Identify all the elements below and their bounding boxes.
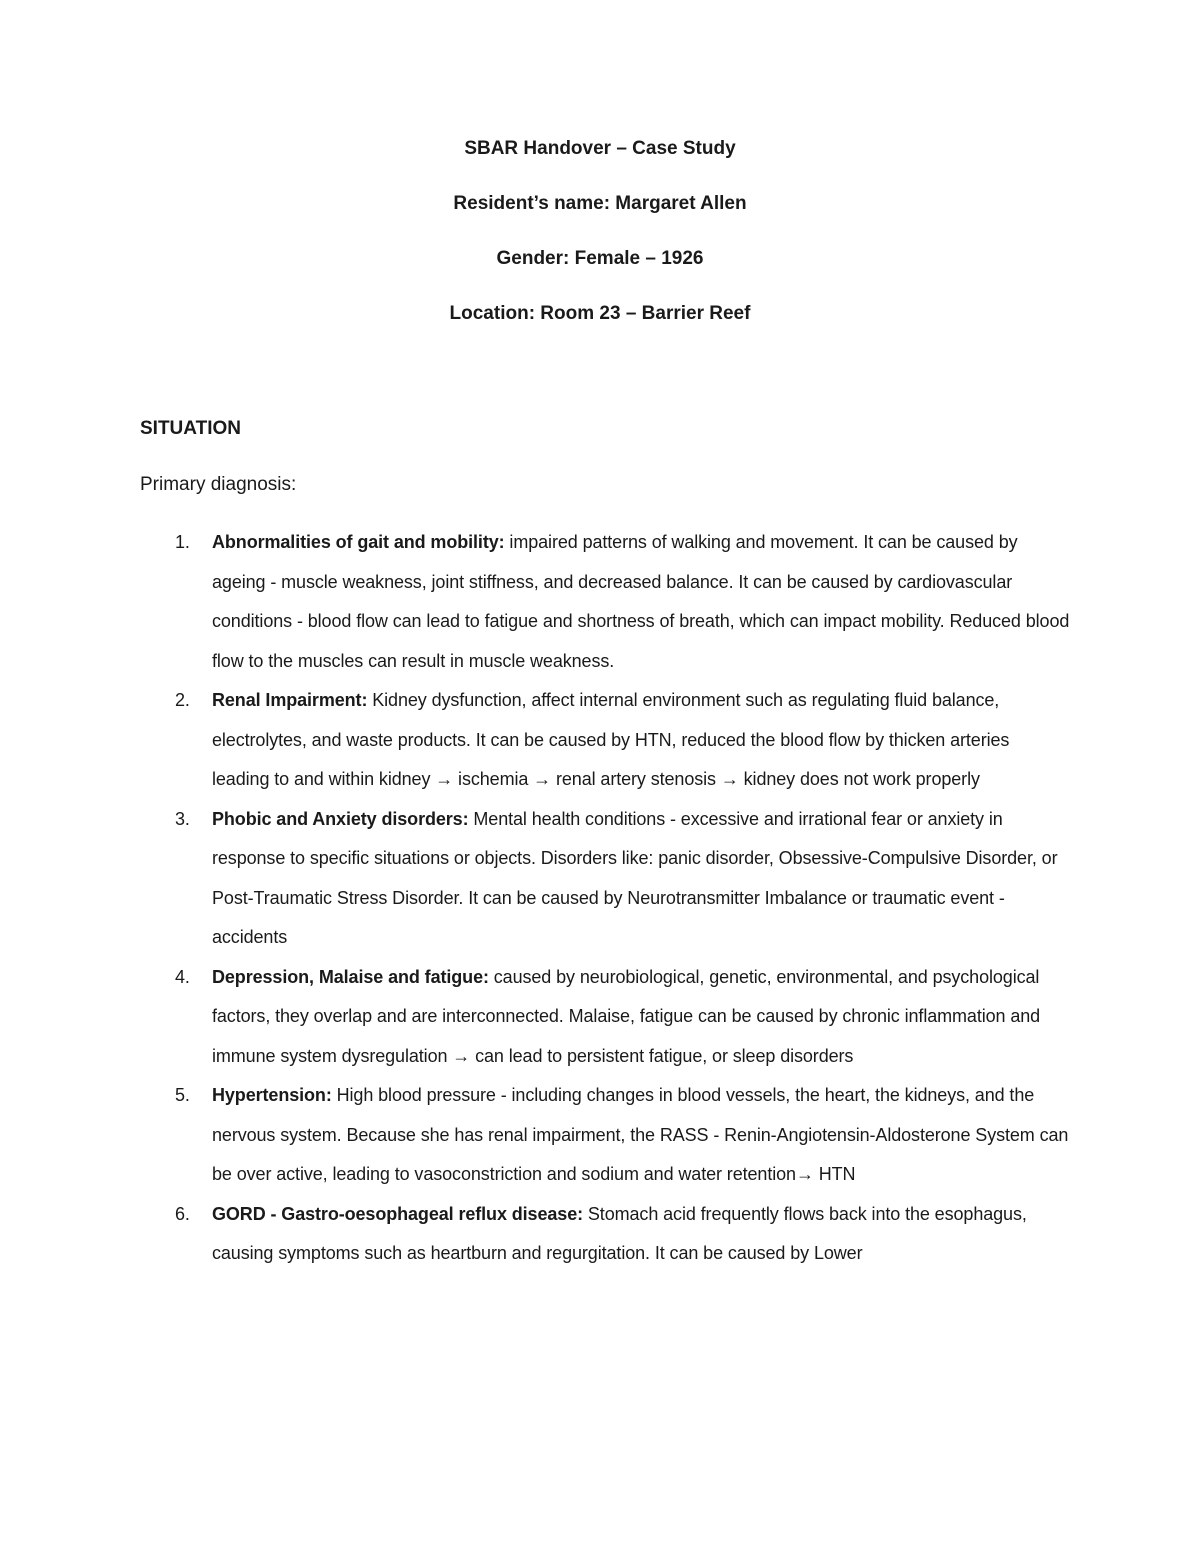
diagnosis-term: Renal Impairment:	[212, 690, 368, 710]
diagnosis-description: impaired patterns of walking and movement. It can be caused by ageing - muscle weakness, joint stiffness, and decreased balance. It can be caused by cardiovascular conditions - blood flow can lead to fatigue and shortness of breath, which can impact mobility. Reduced blood flow to the muscles can result in muscle weakness.	[212, 532, 1070, 671]
diagnosis-term: Hypertension:	[212, 1085, 332, 1105]
diagnosis-item	[140, 523, 1070, 681]
diagnosis-number: 1.	[175, 532, 190, 552]
situation-heading: SITUATION	[140, 418, 241, 439]
diagnosis-item	[140, 1076, 1070, 1195]
diagnosis-term: Abnormalities of gait and mobility:	[212, 532, 505, 552]
diagnosis-description: High blood pressure - including changes in blood vessels, the heart, the kidneys, and the nervous system. Because she has renal impairment, the RASS - Renin-Angiotensin-Aldosterone System can be over active, leading to vasoconstriction and sodium and water retention→ HTN	[212, 1085, 1069, 1184]
diagnosis-number: 4.	[175, 966, 190, 987]
diagnosis-item	[140, 800, 1070, 958]
resident-location: Location: Room 23 – Barrier Reef	[449, 303, 751, 324]
diagnosis-description: caused by neurobiological, genetic, environmental, and psychological factors, they overlap and are interconnected. Malaise, fatigue can be caused by chronic inflammation and immune system dysregulation → can lead to persistent fatigue, or sleep disorders	[212, 966, 1041, 1066]
diagnosis-list	[140, 523, 1070, 1274]
diagnosis-term: GORD - Gastro-oesophageal reflux disease:	[212, 1203, 583, 1224]
diagnosis-term: Depression, Malaise and fatigue:	[212, 966, 489, 987]
primary-diagnosis-label: Primary diagnosis:	[140, 474, 297, 495]
diagnosis-number: 5.	[175, 1085, 190, 1105]
diagnosis-description: Mental health conditions - excessive and irrational fear or anxiety in response to specific situations or objects. Disorders like: panic disorder, Obsessive-Compulsive Disorder, or Post-Traumatic Stress Disorder. It can be caused by Neurotransmitter Imbalance or traumatic event - accidents	[212, 808, 1058, 947]
document-header	[0, 138, 1200, 358]
diagnosis-item	[140, 1195, 1070, 1274]
resident-gender: Gender: Female – 1926	[496, 248, 704, 269]
diagnosis-description: Kidney dysfunction, affect internal environment such as regulating fluid balance, electrolytes, and waste products. It can be caused by HTN, reduced the blood flow by thicken arteries leading to and within kidney → ischemia → renal artery stenosis → kidney does not work properly	[212, 690, 1010, 789]
document-title: SBAR Handover – Case Study	[464, 138, 736, 159]
diagnosis-description: Stomach acid frequently flows back into the esophagus, causing symptoms such as heartburn and regurgitation. It can be caused by Lower	[212, 1203, 1027, 1263]
diagnosis-item	[140, 958, 1070, 1077]
diagnosis-term: Phobic and Anxiety disorders:	[212, 808, 469, 829]
diagnosis-number: 6.	[175, 1203, 190, 1224]
diagnosis-number: 3.	[175, 808, 190, 829]
diagnosis-item	[140, 681, 1070, 800]
diagnosis-number: 2.	[175, 690, 190, 710]
resident-name: Resident’s name: Margaret Allen	[453, 193, 747, 214]
